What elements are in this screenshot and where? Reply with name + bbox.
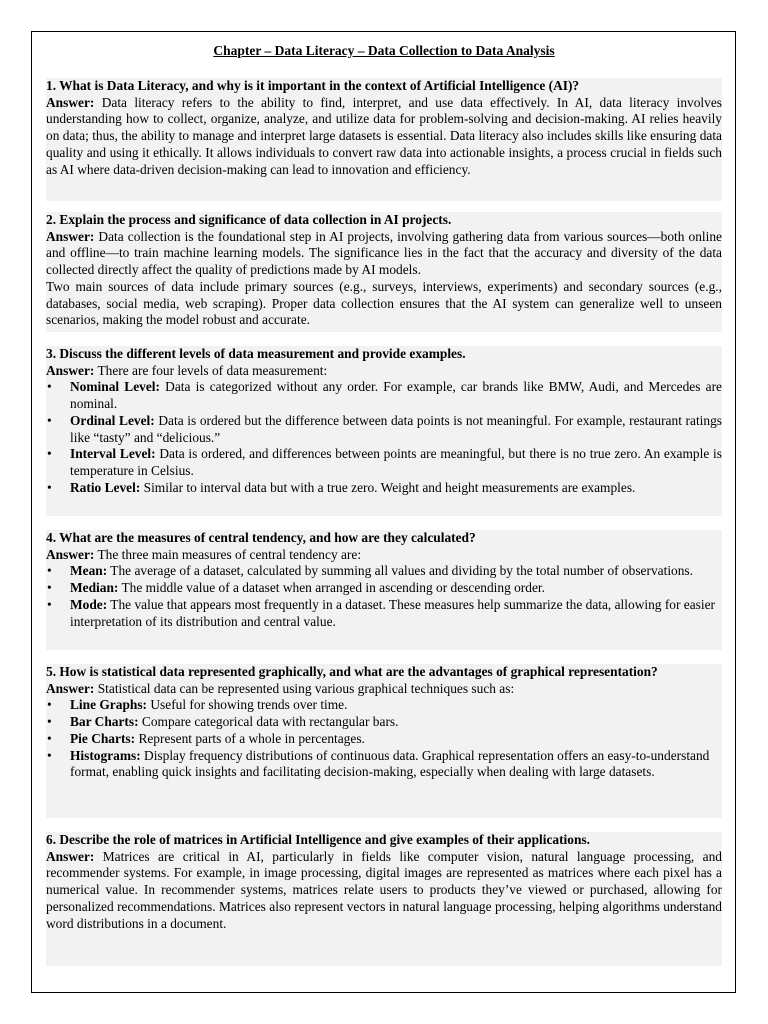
bullet-list [46,697,722,781]
bullet-icon: • [47,479,52,495]
item-label: Pie Charts: [70,730,136,746]
answer-text [46,849,722,933]
item-text: Useful for showing trends over time. [150,697,348,713]
list-item [46,480,722,497]
bullet-list [46,563,722,630]
question-heading: 6. Describe the role of matrices in Artificial Intelligence and give examples of their applications. [46,832,590,847]
item-text: Similar to interval data but with a true zero. Weight and height measurements are examples. [143,479,636,495]
answer-body: Matrices are critical in AI, particularly in fields like computer vision, natural language processing, and recommender systems. For example, in image processing, digital images are represented as matrices where each pixel has a numerical value. In recommender systems, matrices relate users to products they’ve viewed or purchased, allowing for personalized recommendations. Matrices also represent vectors in natural language processing, helping algorithms understand word distributions in a document. [46,848,722,931]
list-item [46,379,722,412]
question-block-4 [46,530,722,650]
bullet-icon: • [47,596,52,612]
answer-body: Data collection is the foundational step in AI projects, involving gathering data from various sources—both online and offline—to train machine learning models. The significance lies in the fact that the accuracy and diversity of the data collected directly affect the quality of predictions made by AI models. [46,228,722,278]
bullet-icon: • [47,446,52,462]
answer-text [46,95,722,179]
item-text: Compare categorical data with rectangular bars. [141,714,399,730]
list-item [46,748,722,781]
list-item [46,714,722,731]
answer-body: Statistical data can be represented using various graphical techniques such as: [97,680,515,696]
item-label: Line Graphs: [70,697,148,713]
list-item [46,563,722,580]
item-label: Histograms: [70,747,141,763]
answer-label: Answer: [46,680,95,696]
bullet-icon: • [47,747,52,763]
question-block-1 [46,78,722,201]
item-text: Data is ordered, and differences between points are meaningful, but there is no true zero. An example is temperature in Celsius. [70,446,722,478]
item-label: Mode: [70,596,108,612]
list-item [46,580,722,597]
item-label: Ratio Level: [70,479,141,495]
item-label: Nominal Level: [70,379,160,395]
bullet-icon: • [47,697,52,713]
question-block-6 [46,832,722,966]
item-label: Ordinal Level: [70,412,155,428]
question-heading: 5. How is statistical data represented graphically, and what are the advantages of graphical representation? [46,664,658,679]
bullet-icon: • [47,563,52,579]
question-heading: 2. Explain the process and significance of data collection in AI projects. [46,212,452,227]
page-title: Chapter – Data Literacy – Data Collection to Data Analysis [213,43,555,58]
answer-text-continued: Two main sources of data include primary sources (e.g., surveys, interviews, experiments) and secondary sources (e.g., databases, social media, web scraping). Proper data collection ensures that the AI system can generalize well to unseen scenarios, making the model robust and accurate. [46,278,722,328]
question-heading: 1. What is Data Literacy, and why is it important in the context of Artificial Intelligence (AI)? [46,78,580,93]
item-label: Interval Level: [70,446,156,462]
item-text: The average of a dataset, calculated by summing all values and dividing by the total number of observations. [110,563,693,579]
question-heading: 4. What are the measures of central tendency, and how are they calculated? [46,530,476,545]
answer-body: The three main measures of central tendency are: [97,546,362,562]
answer-text [46,363,722,380]
answer-text [46,229,722,279]
item-text: Data is ordered but the difference between data points is not meaningful. For example, restaurant ratings like “tasty” and “delicious.” [70,412,722,445]
list-item [46,413,722,446]
answer-label: Answer: [46,546,95,562]
item-text: Represent parts of a whole in percentages. [138,730,365,746]
answer-text [46,547,722,564]
bullet-icon: • [47,580,52,596]
answer-label: Answer: [46,94,95,110]
answer-label: Answer: [46,362,95,378]
item-text: The value that appears most frequently in a dataset. These measures help summarize the data, allowing for easier interpretation of its distribution and central value. [70,596,716,629]
question-block-2 [46,212,722,332]
bullet-icon: • [47,714,52,730]
list-item [46,597,722,630]
answer-label: Answer: [46,848,95,864]
list-item [46,446,722,479]
bullet-icon: • [47,730,52,746]
question-heading: 3. Discuss the different levels of data measurement and provide examples. [46,346,466,361]
question-block-3 [46,346,722,516]
question-block-5 [46,664,722,818]
answer-label: Answer: [46,228,95,244]
answer-text [46,681,722,698]
answer-body: Data literacy refers to the ability to find, interpret, and use data effectively. In AI, data literacy involves understanding how to collect, organize, analyze, and utilize data for problem-solving and decision-making. AI relies heavily on data; thus, the ability to manage and interpret large datasets is essential. Data literacy also includes skills like ensuring data quality and using it ethically. It allows individuals to convert raw data into actionable insights, a process crucial in fields such as AI where data-driven decision-making can lead to innovation and efficiency. [46,94,722,177]
item-text: Display frequency distributions of continuous data. Graphical representation offers an easy-to-understand format, enabling quick insights and facilitating decision-making, especially when dealing with large datasets. [70,747,710,780]
item-text: The middle value of a dataset when arranged in ascending or descending order. [121,580,545,596]
bullet-icon: • [47,379,52,395]
item-label: Bar Charts: [70,714,139,730]
item-text: Data is categorized without any order. For example, car brands like BMW, Audi, and Mercedes are nominal. [70,379,722,412]
item-label: Mean: [70,563,108,579]
answer-body: There are four levels of data measurement: [97,362,328,378]
bullet-icon: • [47,412,52,428]
item-label: Median: [70,580,119,596]
bullet-list [46,379,722,496]
list-item [46,697,722,714]
list-item [46,731,722,748]
